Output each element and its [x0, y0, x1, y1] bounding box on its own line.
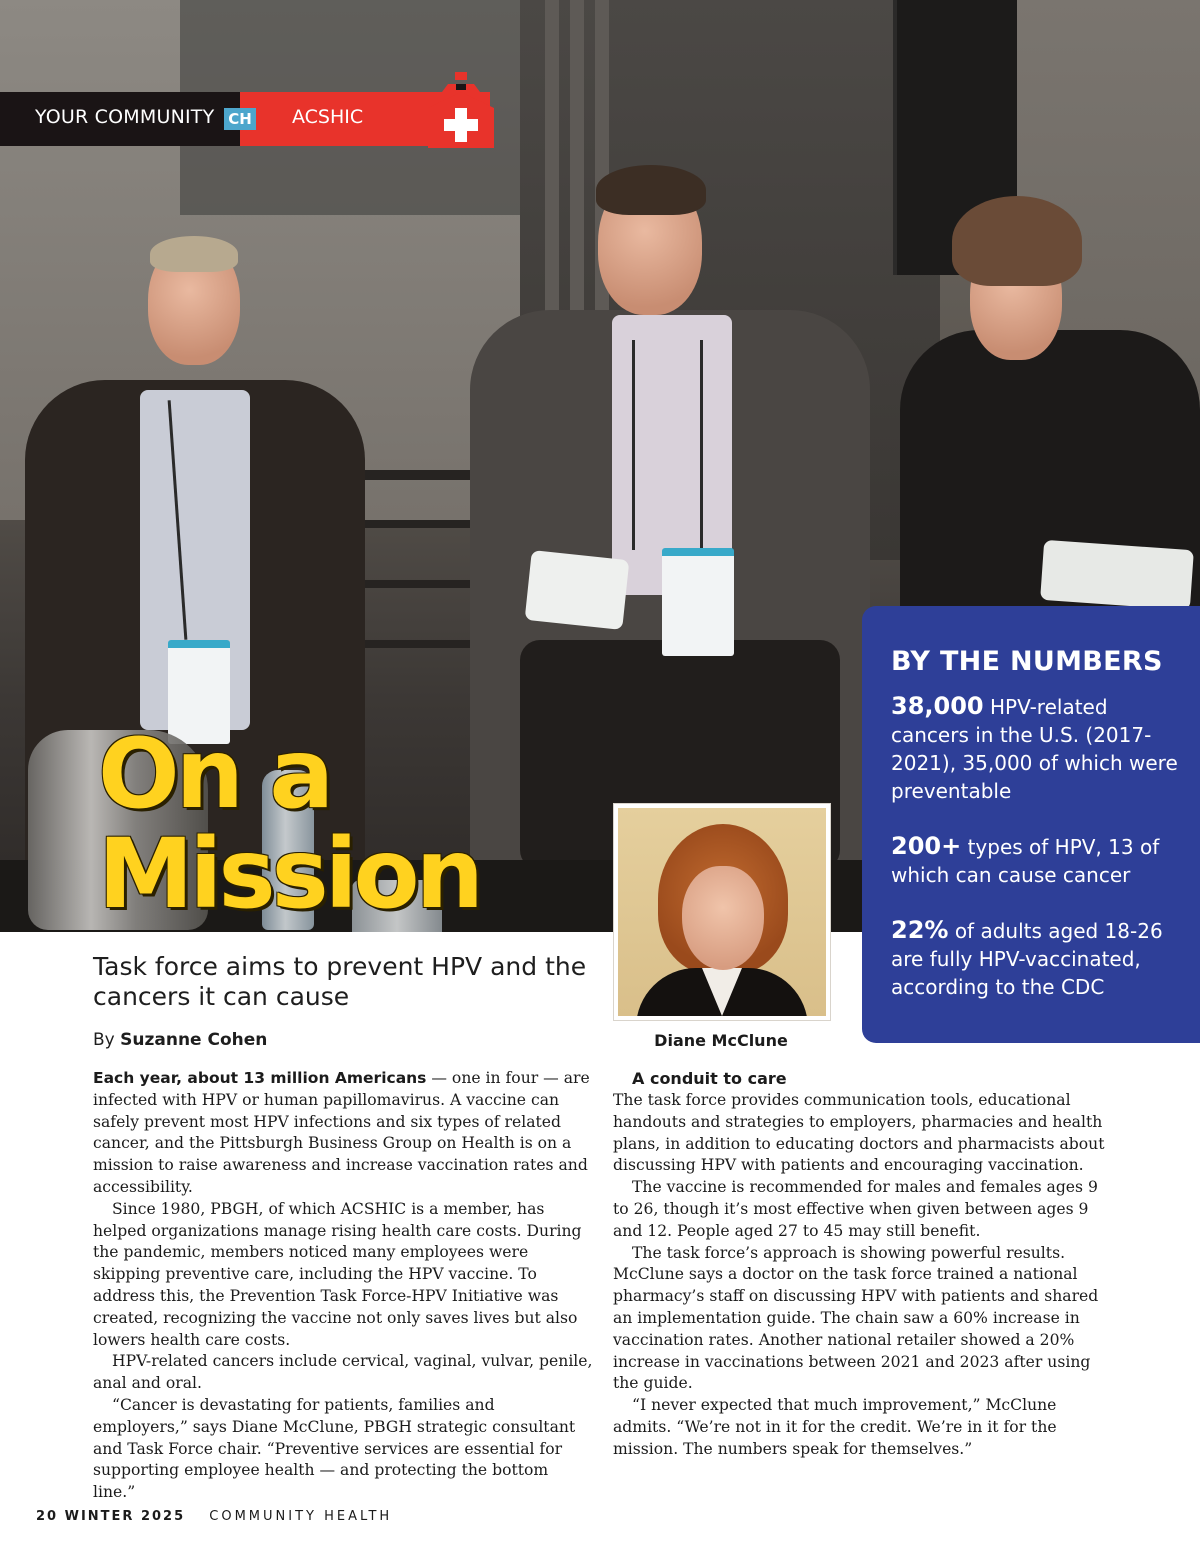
- folio: [36, 1509, 392, 1524]
- body-paragraph: Since 1980, PBGH, of which ACSHIC is a member, has helped organizations manage rising health care costs. During the pandemic, members noticed many employees were skipping preventive care, including the HPV vaccine. To address this, the Prevention Task Force-HPV Initiative was created, recognizing the vaccine not only saves lives but also lowers health care costs.: [93, 1199, 582, 1349]
- body-column-right: [613, 1068, 1113, 1461]
- headline: [98, 718, 518, 930]
- photo-lanyard: [700, 340, 703, 550]
- photo-name-badge: [662, 548, 734, 656]
- folio-page-issue: 20 WINTER 2025: [36, 1509, 186, 1524]
- headline-line-1: On a: [98, 718, 331, 830]
- stat-item: [891, 832, 1191, 889]
- stat-text: HPV-related cancers in the U.S. (2017-2021), 35,000 of which were preventable: [891, 695, 1178, 803]
- by-the-numbers-title: BY THE NUMBERS: [891, 646, 1163, 677]
- stat-figure: 22%: [891, 916, 949, 944]
- section-label: YOUR COMMUNITY: [35, 106, 215, 128]
- photo-lanyard: [632, 340, 635, 550]
- by-the-numbers-box: [862, 606, 1200, 1043]
- headline-line-2: Mission: [98, 818, 480, 930]
- portrait-photo: [613, 803, 831, 1021]
- folio-publication: COMMUNITY HEALTH: [209, 1509, 393, 1524]
- photo-hair: [150, 236, 238, 272]
- body-paragraph: [93, 1068, 593, 1199]
- photo-hair: [952, 196, 1082, 286]
- body-column-left: [93, 1068, 593, 1504]
- lead-in: Each year, about 13 million Americans: [93, 1069, 427, 1087]
- body-paragraph: The task force’s approach is showing powerful results. McClune says a doctor on the task force trained a national pharmacy’s staff on discussing HPV with patients and shared an implementation guide. The chain saw a 60% increase in vaccination rates. Another national retailer showed a 20% increase in vaccinations between 2021 and 2023 after using the guide.: [613, 1243, 1099, 1393]
- stat-text: types of HPV, 13 of which can cause cancer: [891, 835, 1160, 887]
- stat-item: [891, 692, 1191, 805]
- body-paragraph: HPV-related cancers include cervical, vaginal, vulvar, penile, anal and oral.: [93, 1352, 593, 1393]
- photo-papers: [525, 550, 630, 630]
- subhead: A conduit to care: [632, 1069, 787, 1088]
- byline: [93, 1030, 267, 1050]
- section-bar: [0, 92, 490, 146]
- portrait-face: [682, 866, 764, 970]
- photo-papers: [1040, 540, 1194, 610]
- body-paragraph: “Cancer is devastating for patients, families and employers,” says Diane McClune, PBGH strategic consultant and Task Force chair. “Preventive services are essential for supporting employee health — and protecting the bottom line.”: [93, 1395, 576, 1502]
- byline-author: Suzanne Cohen: [120, 1030, 268, 1050]
- stat-item: [891, 916, 1191, 1001]
- byline-prefix: By: [93, 1030, 115, 1050]
- stat-figure: 200+: [891, 832, 962, 860]
- body-paragraph: “I never expected that much improvement,” McClune admits. “We’re not in it for the credit. We’re in it for the mission. The numbers speak for themselves.”: [613, 1396, 1057, 1458]
- portrait-background: [618, 808, 826, 1016]
- stat-figure: 38,000: [891, 692, 984, 720]
- portrait-caption: Diane McClune: [654, 1031, 788, 1050]
- ch-badge: CH: [224, 108, 256, 130]
- section-sublabel: ACSHIC: [292, 106, 364, 128]
- paragraph-text: — one in four — are infected with HPV or human papillomavirus. A vaccine can safely prevent most HPV infections and six types of related cancer, and the Pittsburgh Business Group on Health is on a mission to raise awareness and increase vaccination rates and accessibility.: [93, 1069, 590, 1196]
- stat-text: of adults aged 18-26 are fully HPV-vaccinated, according to the CDC: [891, 919, 1163, 999]
- schoolhouse-icon: [428, 72, 494, 148]
- deck: Task force aims to prevent HPV and the cancers it can cause: [93, 952, 587, 1011]
- body-paragraph: The task force provides communication tools, educational handouts and strategies to employers, pharmacies and health plans, in addition to educating doctors and pharmacists about discussing HPV with patients and encouraging vaccination.: [613, 1091, 1105, 1175]
- body-paragraph: The vaccine is recommended for males and females ages 9 to 26, though it’s most effective when given between ages 9 and 12. People aged 27 to 45 may still benefit.: [613, 1178, 1098, 1240]
- photo-hair: [596, 165, 706, 215]
